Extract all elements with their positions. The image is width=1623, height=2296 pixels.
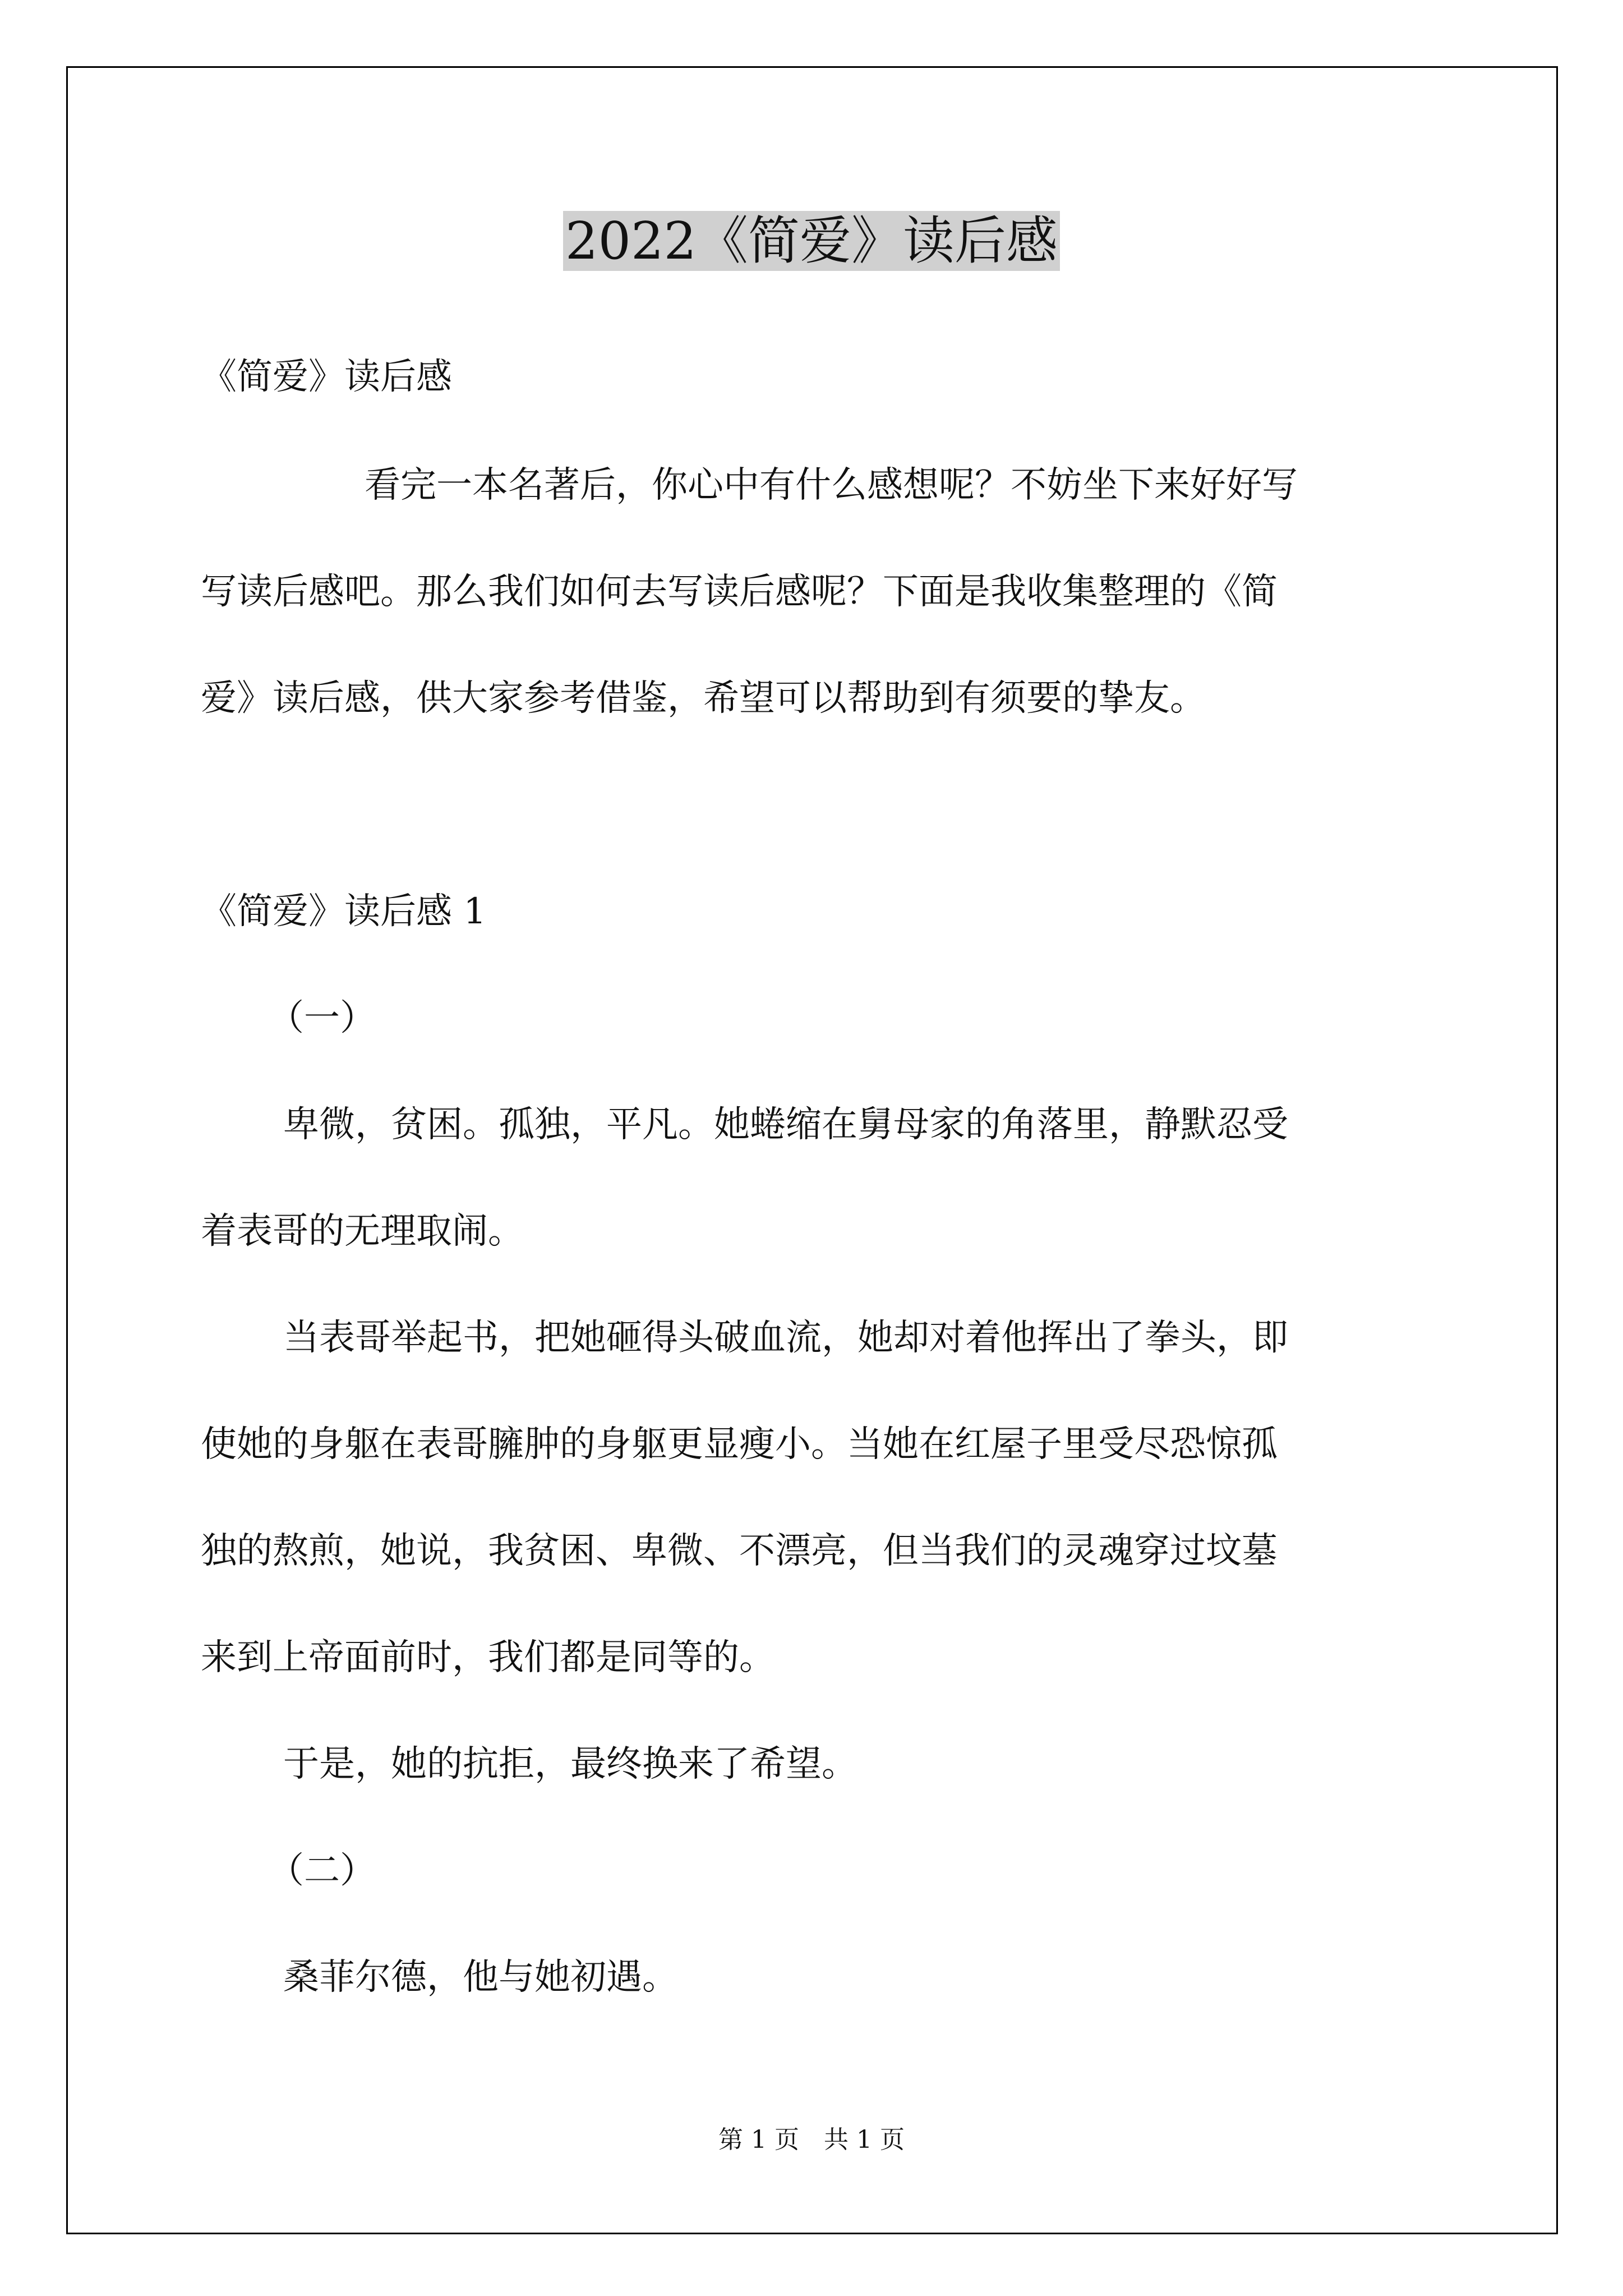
section-heading: 《简爱》读后感 1 xyxy=(201,891,487,932)
intro-line-1: 看完一本名著后，你心中有什么感想呢？不妨坐下来好好写 xyxy=(365,464,1298,506)
part-label-2: （二） xyxy=(268,1850,376,1892)
document-title xyxy=(0,205,1623,278)
paragraph-4: 桑菲尔德，他与她初遇。 xyxy=(283,1957,678,1998)
paragraph-2-line-3: 独的熬煎，她说，我贫困、卑微、不漂亮，但当我们的灵魂穿过坟墓 xyxy=(201,1530,1278,1572)
paragraph-2-line-2: 使她的身躯在表哥臃肿的身躯更显瘦小。当她在红屋子里受尽恐惊孤 xyxy=(201,1424,1278,1465)
paragraph-1-line-2: 着表哥的无理取闹。 xyxy=(201,1211,524,1252)
document-title-text: 2022《简爱》读后感 xyxy=(563,211,1060,271)
intro-line-3: 爱》读后感，供大家参考借鉴，希望可以帮助到有须要的挚友。 xyxy=(201,678,1206,719)
intro-line-2: 写读后感吧。那么我们如何去写读后感呢？下面是我收集整理的《简 xyxy=(201,571,1278,613)
paragraph-2-line-4: 来到上帝面前时，我们都是同等的。 xyxy=(201,1637,775,1678)
paragraph-3: 于是，她的抗拒，最终换来了希望。 xyxy=(283,1743,857,1785)
paragraph-1-line-1: 卑微，贫困。孤独，平凡。她蜷缩在舅母家的角落里，静默忍受 xyxy=(283,1104,1288,1145)
paragraph-2-line-1: 当表哥举起书，把她砸得头破血流，她却对着他挥出了拳头，即 xyxy=(283,1317,1288,1359)
page-footer: 第 1 页 共 1 页 xyxy=(718,2125,905,2154)
part-label-1: （一） xyxy=(268,997,376,1039)
subtitle: 《简爱》读后感 xyxy=(201,356,452,398)
